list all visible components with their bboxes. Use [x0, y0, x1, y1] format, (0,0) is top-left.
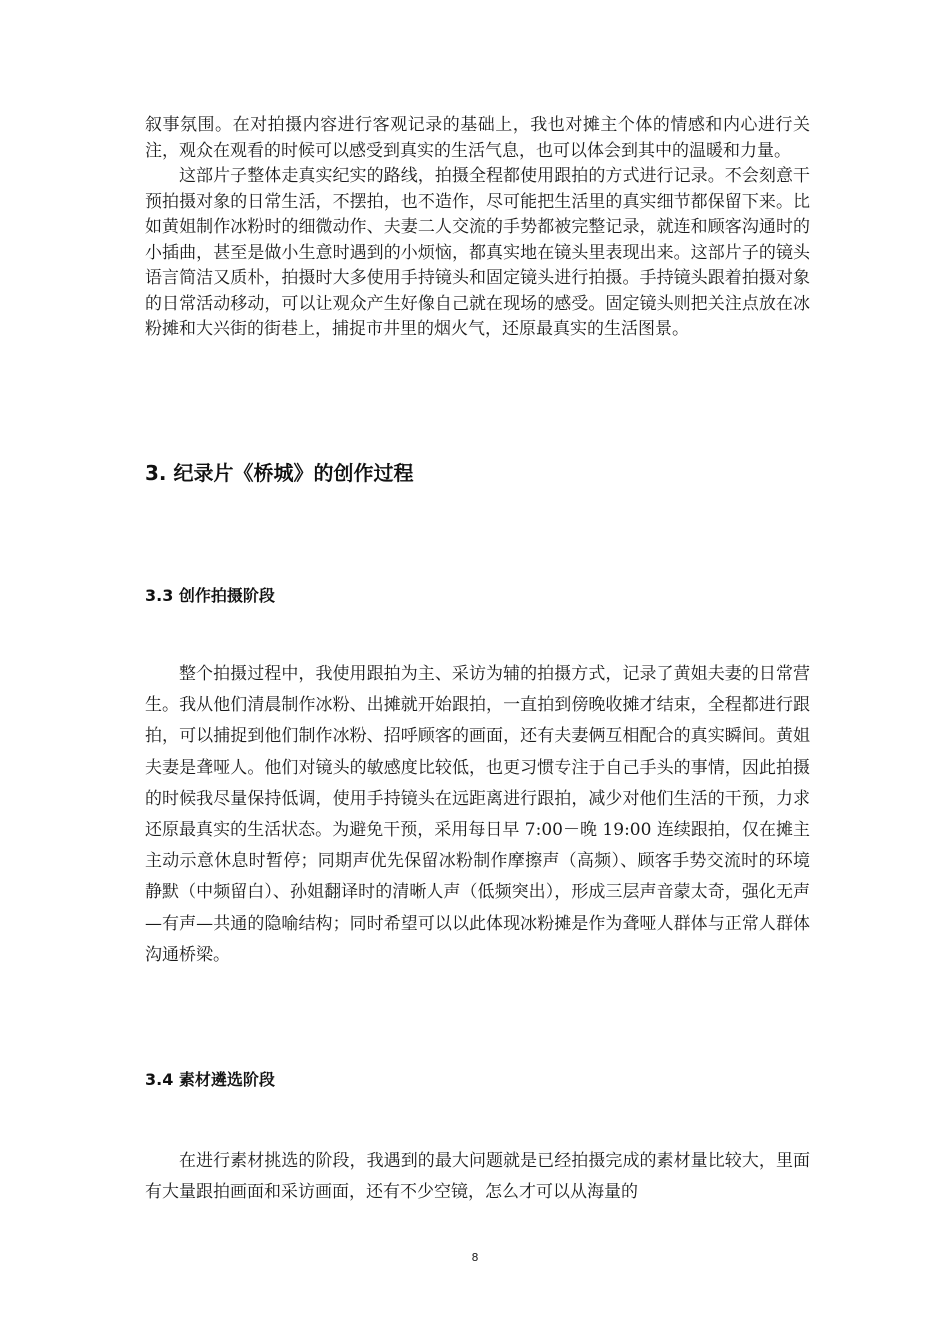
- subsection-heading-3-3: 3.3 创作拍摄阶段: [145, 586, 275, 605]
- body-text-3-3: [145, 659, 810, 971]
- subsection-heading-3-4: 3.4 素材遴选阶段: [145, 1070, 275, 1089]
- paragraph-documentary-style: 这部片子整体走真实纪实的路线，拍摄全程都使用跟拍的方式进行记录。不会刻意干预拍摄对象的日常生活，不摆拍，也不造作，尽可能把生活里的真实细节都保留下来。比如黄姐制作冰粉时的细微动作、夫妻二人交流的手势都被完整记录，就连和顾客沟通时的小插曲，甚至是做小生意时遇到的小烦恼，都真实地在镜头里表现出来。这部片子的镜头语言简洁又质朴，拍摄时大多使用手持镜头和固定镜头进行拍摄。手持镜头跟着拍摄对象的日常活动移动，可以让观众产生好像自己就在现场的感受。固定镜头则把关注点放在冰粉摊和大兴街的街巷上，捕捉市井里的烟火气，还原最真实的生活图景。: [145, 166, 810, 339]
- paragraph-continued: 叙事氛围。在对拍摄内容进行客观记录的基础上，我也对摊主个体的情感和内心进行关注，观众在观看的时候可以感受到真实的生活气息，也可以体会到其中的温暖和力量。: [145, 115, 810, 161]
- paragraph-shooting-stage: 整个拍摄过程中，我使用跟拍为主、采访为辅的拍摄方式，记录了黄姐夫妻的日常营生。我从他们清晨制作冰粉、出摊就开始跟拍，一直拍到傍晚收摊才结束，全程都进行跟拍，可以捕捉到他们制作冰粉、招呼顾客的画面，还有夫妻俩互相配合的真实瞬间。黄姐夫妻是聋哑人。他们对镜头的敏感度比较低，也更习惯专注于自己手头的事情，因此拍摄的时候我尽量保持低调，使用手持镜头在远距离进行跟拍，减少对他们生活的干预，力求还原最真实的生活状态。为避免干预，采用每日早 7:00－晚 19:00 连续跟拍，仅在摊主主动示意休息时暂停；同期声优先保留冰粉制作摩擦声（高频）、顾客手势交流时的环境静默（中频留白）、孙姐翻译时的清晰人声（低频突出），形成三层声音蒙太奇，强化无声—有声—共通的隐喻结构；同时希望可以以此体现冰粉摊是作为聋哑人群体与正常人群体沟通桥梁。: [145, 664, 810, 965]
- section-heading: 3. 纪录片《桥城》的创作过程: [145, 461, 414, 485]
- body-text-3-4: [145, 1146, 810, 1208]
- body-text-top: [145, 113, 810, 343]
- paragraph-material-selection: 在进行素材挑选的阶段，我遇到的最大问题就是已经拍摄完成的素材量比较大，里面有大量跟拍画面和采访画面，还有不少空镜，怎么才可以从海量的: [145, 1151, 810, 1203]
- page-number: 8: [471, 1251, 479, 1264]
